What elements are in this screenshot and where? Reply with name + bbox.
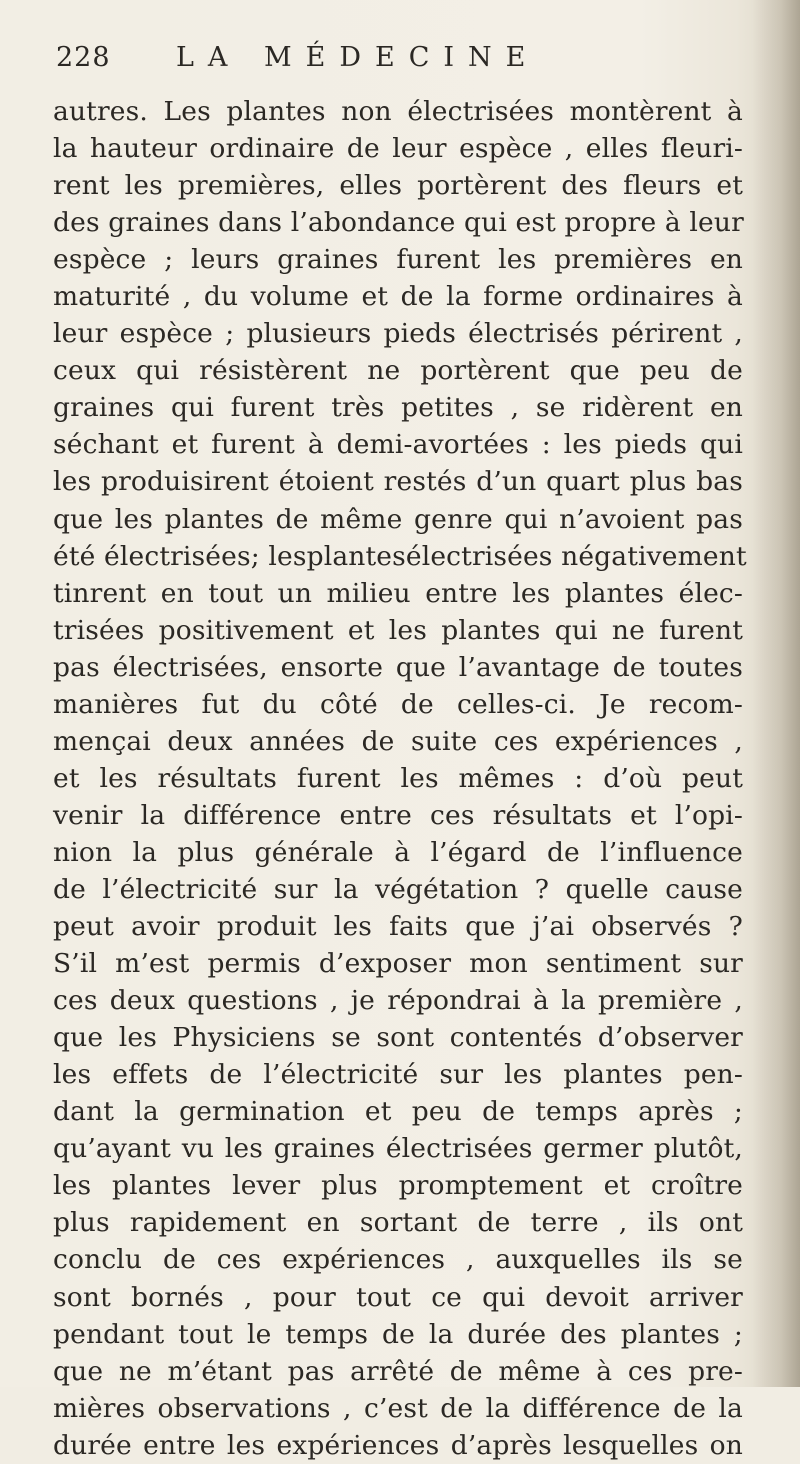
text-line: séchant et furent à demi-avortées : les pieds qui [53,429,743,461]
text-line: pendant tout le temps de la durée des plantes ; [53,1318,743,1350]
text-line: et les résultats furent les mêmes : d’où peut [53,762,743,794]
text-line: durée entre les expériences d’après lesquelles on [53,1429,743,1461]
text-line: maturité , du volume et de la forme ordinaires à [53,281,743,313]
text-line: les effets de l’électricité sur les plantes pen- [53,1059,743,1091]
text-line: autres. Les plantes non électrisées montèrent à [53,96,743,127]
text-line: graines qui furent très petites , se ridèrent en [53,392,743,424]
text-line: conclu de ces expériences , auxquelles ils se [53,1244,743,1276]
text-line: plus rapidement en sortant de terre , ils ont [53,1207,743,1239]
text-line: les produisirent étoient restés d’un quart plus bas [53,466,743,498]
text-line: sont bornés , pour tout ce qui devoit arriver [53,1281,743,1313]
text-line: les plantes lever plus promptement et croître [53,1170,743,1202]
text-line: espèce ; leurs graines furent les premières en [53,244,743,276]
text-line: de l’électricité sur la végétation ? quelle cause [53,873,743,905]
text-line: mières observations , c’est de la différence de la [53,1392,743,1424]
text-line: des graines dans l’abondance qui est propre à leur [53,207,744,239]
page-edge-shadow [752,0,800,1387]
text-line: ces deux questions , je répondrai à la première , [53,985,743,1017]
text-line: pas électrisées, ensorte que l’avantage de toutes [53,651,743,683]
body-text [53,93,747,1464]
text-line: tinrent en tout un milieu entre les plantes élec- [53,577,743,609]
text-line: rent les premières, elles portèrent des fleurs et [53,170,743,202]
text-line: que les plantes de même genre qui n’avoient pas [53,503,743,535]
text-line: que ne m’étant pas arrêté de même à ces pre- [53,1355,743,1387]
text-line: été électrisées; lesplantesélectrisées négativement [53,540,747,572]
text-line: ceux qui résistèrent ne portèrent que peu de [53,355,743,387]
running-title: LA MÉDECINE [176,42,540,73]
text-line: qu’ayant vu les graines électrisées germer plutôt, [53,1133,743,1165]
text-line: peut avoir produit les faits que j’ai observés ? [53,911,743,943]
text-line: mençai deux années de suite ces expériences , [53,725,743,757]
text-line: la hauteur ordinaire de leur espèce , elles fleuri- [53,133,743,165]
running-head [56,42,676,82]
text-line: S’il m’est permis d’exposer mon sentiment sur [53,948,743,980]
text-line: que les Physiciens se sont contentés d’observer [53,1022,743,1054]
text-line: dant la germination et peu de temps après ; [53,1096,743,1128]
text-line: manières fut du côté de celles-ci. Je recom- [53,688,743,720]
text-line: nion la plus générale à l’égard de l’influence [53,836,743,868]
text-line: venir la différence entre ces résultats et l’opi- [53,799,743,831]
text-line: leur espèce ; plusieurs pieds électrisés périrent , [53,318,743,350]
page-number: 228 [56,42,111,73]
text-line: trisées positivement et les plantes qui ne furent [53,614,743,646]
